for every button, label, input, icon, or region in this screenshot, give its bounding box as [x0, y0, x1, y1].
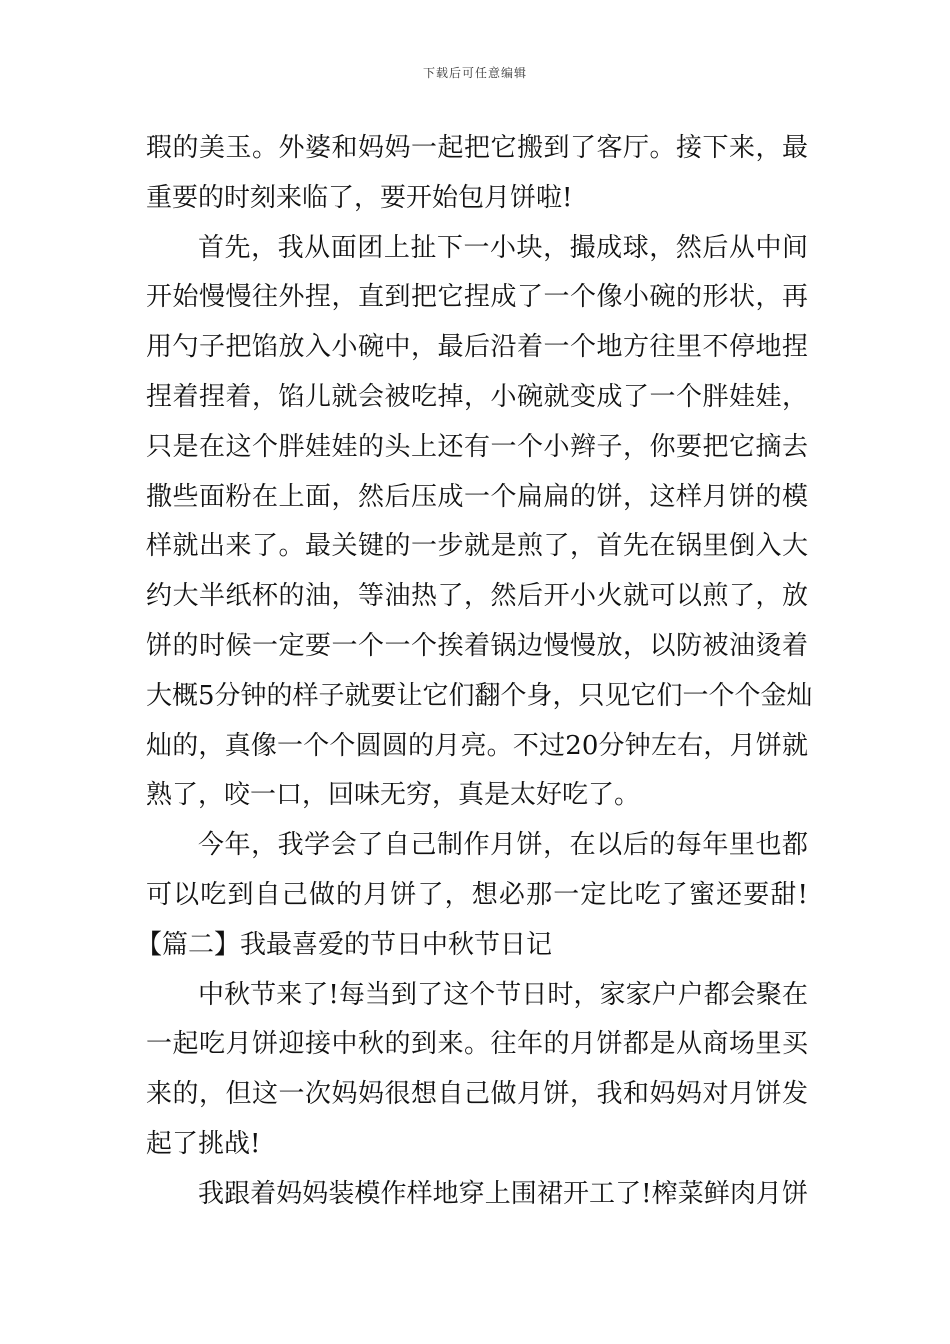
text-line: 我跟着妈妈装模作样地穿上围裙开工了!榨菜鲜肉月饼: [198, 1178, 808, 1209]
text-line: 中秋节来了!每当到了这个节日时，家家户户都会聚在: [198, 979, 808, 1010]
text-line: 来的，但这一次妈妈很想自己做月饼，我和妈妈对月饼发: [146, 1079, 808, 1110]
text-line: 样就出来了。最关键的一步就是煎了，首先在锅里倒入大: [146, 531, 808, 562]
text-line: 瑕的美玉。外婆和妈妈一起把它搬到了客厅。接下来，最: [146, 133, 808, 163]
text-line: 起了挑战!: [146, 1128, 261, 1159]
text-line: 约大半纸杯的油，等油热了，然后开小火就可以煎了，放: [146, 581, 808, 612]
text-line: 撒些面粉在上面，然后压成一个扁扁的饼，这样月饼的模: [146, 481, 808, 512]
text-line: 今年，我学会了自己制作月饼，在以后的每年里也都: [198, 830, 808, 861]
section-heading: 【篇二】我最喜爱的节日中秋节日记: [136, 929, 553, 960]
text-line: 可以吃到自己做的月饼了，想必那一定比吃了蜜还要甜!: [146, 879, 808, 910]
page-header: 下载后可任意编辑: [422, 66, 527, 80]
text-line: 开始慢慢往外捏，直到把它捏成了一个像小碗的形状，再: [146, 282, 808, 313]
text-line: 熟了，咬一口，回味无穷，真是太好吃了。: [146, 780, 641, 811]
text-line: 首先，我从面团上扯下一小块，撮成球，然后从中间: [198, 232, 808, 263]
text-line: 只是在这个胖娃娃的头上还有一个小辫子，你要把它摘去: [146, 431, 808, 462]
text-line: 重要的时刻来临了，要开始包月饼啦!: [146, 182, 573, 213]
text-line: 灿的，真像一个个圆圆的月亮。不过20分钟左右，月饼就: [146, 730, 808, 761]
text-line: 一起吃月饼迎接中秋的到来。往年的月饼都是从商场里买: [146, 1029, 808, 1060]
text-line: 饼的时候一定要一个一个挨着锅边慢慢放，以防被油烫着: [146, 630, 808, 661]
document-body: [136, 124, 813, 1220]
text-line: 捏着捏着，馅儿就会被吃掉，小碗就变成了一个胖娃娃，: [146, 381, 808, 412]
text-line: 大概5分钟的样子就要让它们翻个身，只见它们一个个金灿: [146, 680, 813, 711]
text-line: 用勺子把馅放入小碗中，最后沿着一个地方往里不停地捏: [146, 332, 808, 363]
